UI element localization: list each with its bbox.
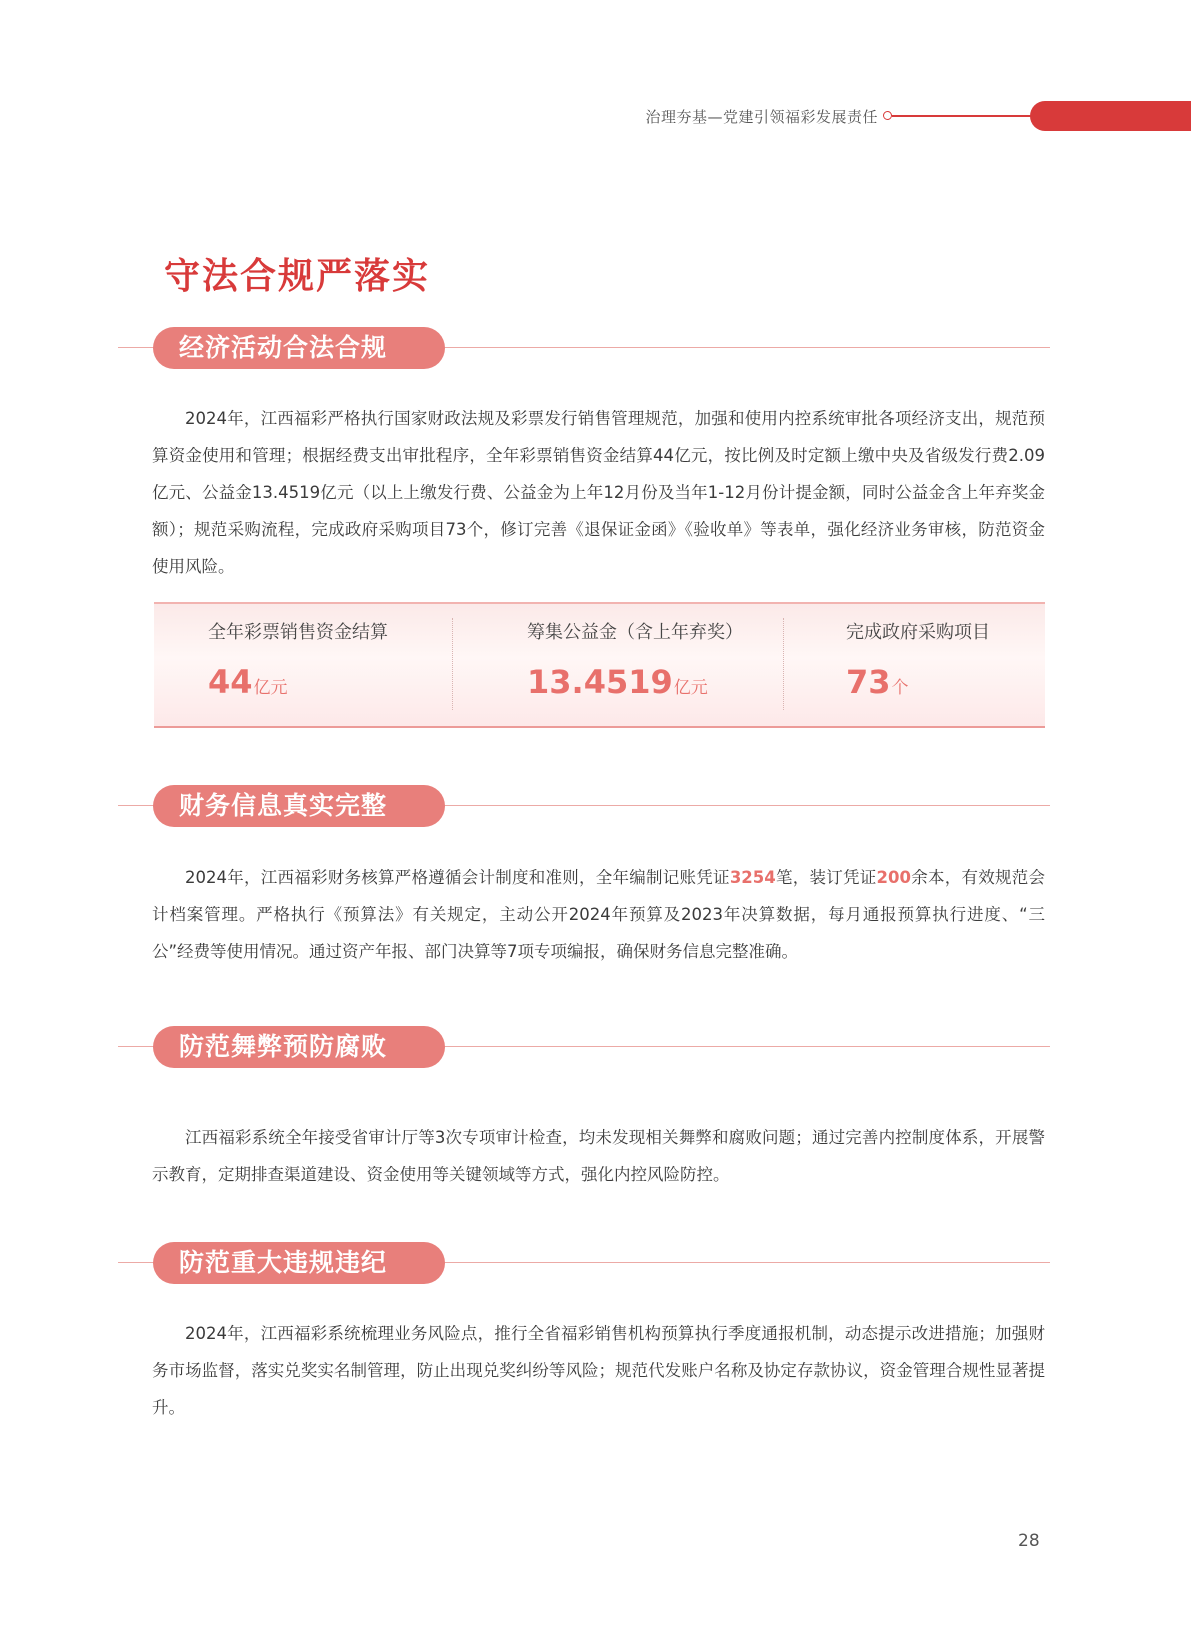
header-circle-icon — [883, 111, 892, 120]
section-title: 经济活动合法合规 — [153, 327, 445, 369]
page-title: 守法合规严落实 — [164, 256, 431, 297]
stats-panel — [154, 602, 1045, 728]
stat-label: 完成政府采购项目 — [846, 622, 990, 643]
header-rule — [892, 115, 1032, 117]
section-paragraph-economic: 2024年，江西福彩严格执行国家财政法规及彩票发行销售管理规范，加强和使用内控系统审批各项经济支出，规范预算资金使用和管理；根据经费支出审批程序，全年彩票销售资金结算44亿元，按比例及时定额上缴中央及省级发行费2.09亿元、公益金13.4519亿元（以上上缴发行费、公益金为上年12月份及当年1-12月份计提金额，同时公益金含上年弃奖金额）；规范采购流程，完成政府采购项目73个，修订完善《退保证金函》《验收单》等表单，强化经济业务审核，防范资金使用风险。 — [152, 409, 1045, 576]
stat-unit: 亿元 — [673, 678, 708, 698]
highlight-bound-count: 200 — [876, 868, 911, 887]
section-title: 防范重大违规违纪 — [153, 1242, 445, 1284]
section-title: 防范舞弊预防腐败 — [153, 1026, 445, 1068]
section-paragraph-violations: 2024年，江西福彩系统梳理业务风险点，推行全省福彩销售机构预算执行季度通报机制，动态提示改进措施；加强财务市场监督，落实兑奖实名制管理，防止出现兑奖纠纷等风险；规范代发账户名称及协定存款协议，资金管理合规性显著提升。 — [152, 1324, 1045, 1417]
section-title: 财务信息真实完整 — [153, 785, 445, 827]
section-paragraph-finance: 2024年，江西福彩财务核算严格遵循会计制度和准则，全年编制记账凭证3254笔，装订凭证200余本，有效规范会计档案管理。严格执行《预算法》有关规定，主动公开2024年预算及2023年决算数据，每月通报预算执行进度、“三公”经费等使用情况。通过资产年报、部门决算等7项专项编报，确保财务信息完整准确。 — [152, 868, 1046, 961]
stat-divider — [452, 618, 453, 710]
section-header-economic — [118, 327, 1050, 369]
stat-value: 73 — [846, 663, 891, 701]
running-header: 治理夯基—党建引领福彩发展责任 — [645, 108, 878, 126]
section-paragraph-anti-fraud: 江西福彩系统全年接受省审计厅等3次专项审计检查，均未发现相关舞弊和腐败问题；通过完善内控制度体系，开展警示教育，定期排查渠道建设、资金使用等关键领域等方式，强化内控风险防控。 — [152, 1128, 1045, 1184]
stat-unit: 亿元 — [253, 678, 288, 698]
stat-label: 筹集公益金（含上年弃奖） — [527, 622, 743, 643]
stat-unit: 个 — [891, 678, 909, 698]
stat-value: 44 — [208, 663, 253, 701]
highlight-voucher-count: 3254 — [729, 868, 776, 887]
header-accent-bar — [1030, 101, 1191, 131]
section-header-violations — [118, 1242, 1050, 1284]
section-header-anti-fraud — [118, 1026, 1050, 1068]
stat-divider — [783, 618, 784, 710]
stat-label: 全年彩票销售资金结算 — [208, 622, 388, 643]
stat-value: 13.4519 — [527, 663, 673, 701]
page-number: 28 — [1018, 1531, 1040, 1551]
section-header-finance — [118, 785, 1050, 827]
